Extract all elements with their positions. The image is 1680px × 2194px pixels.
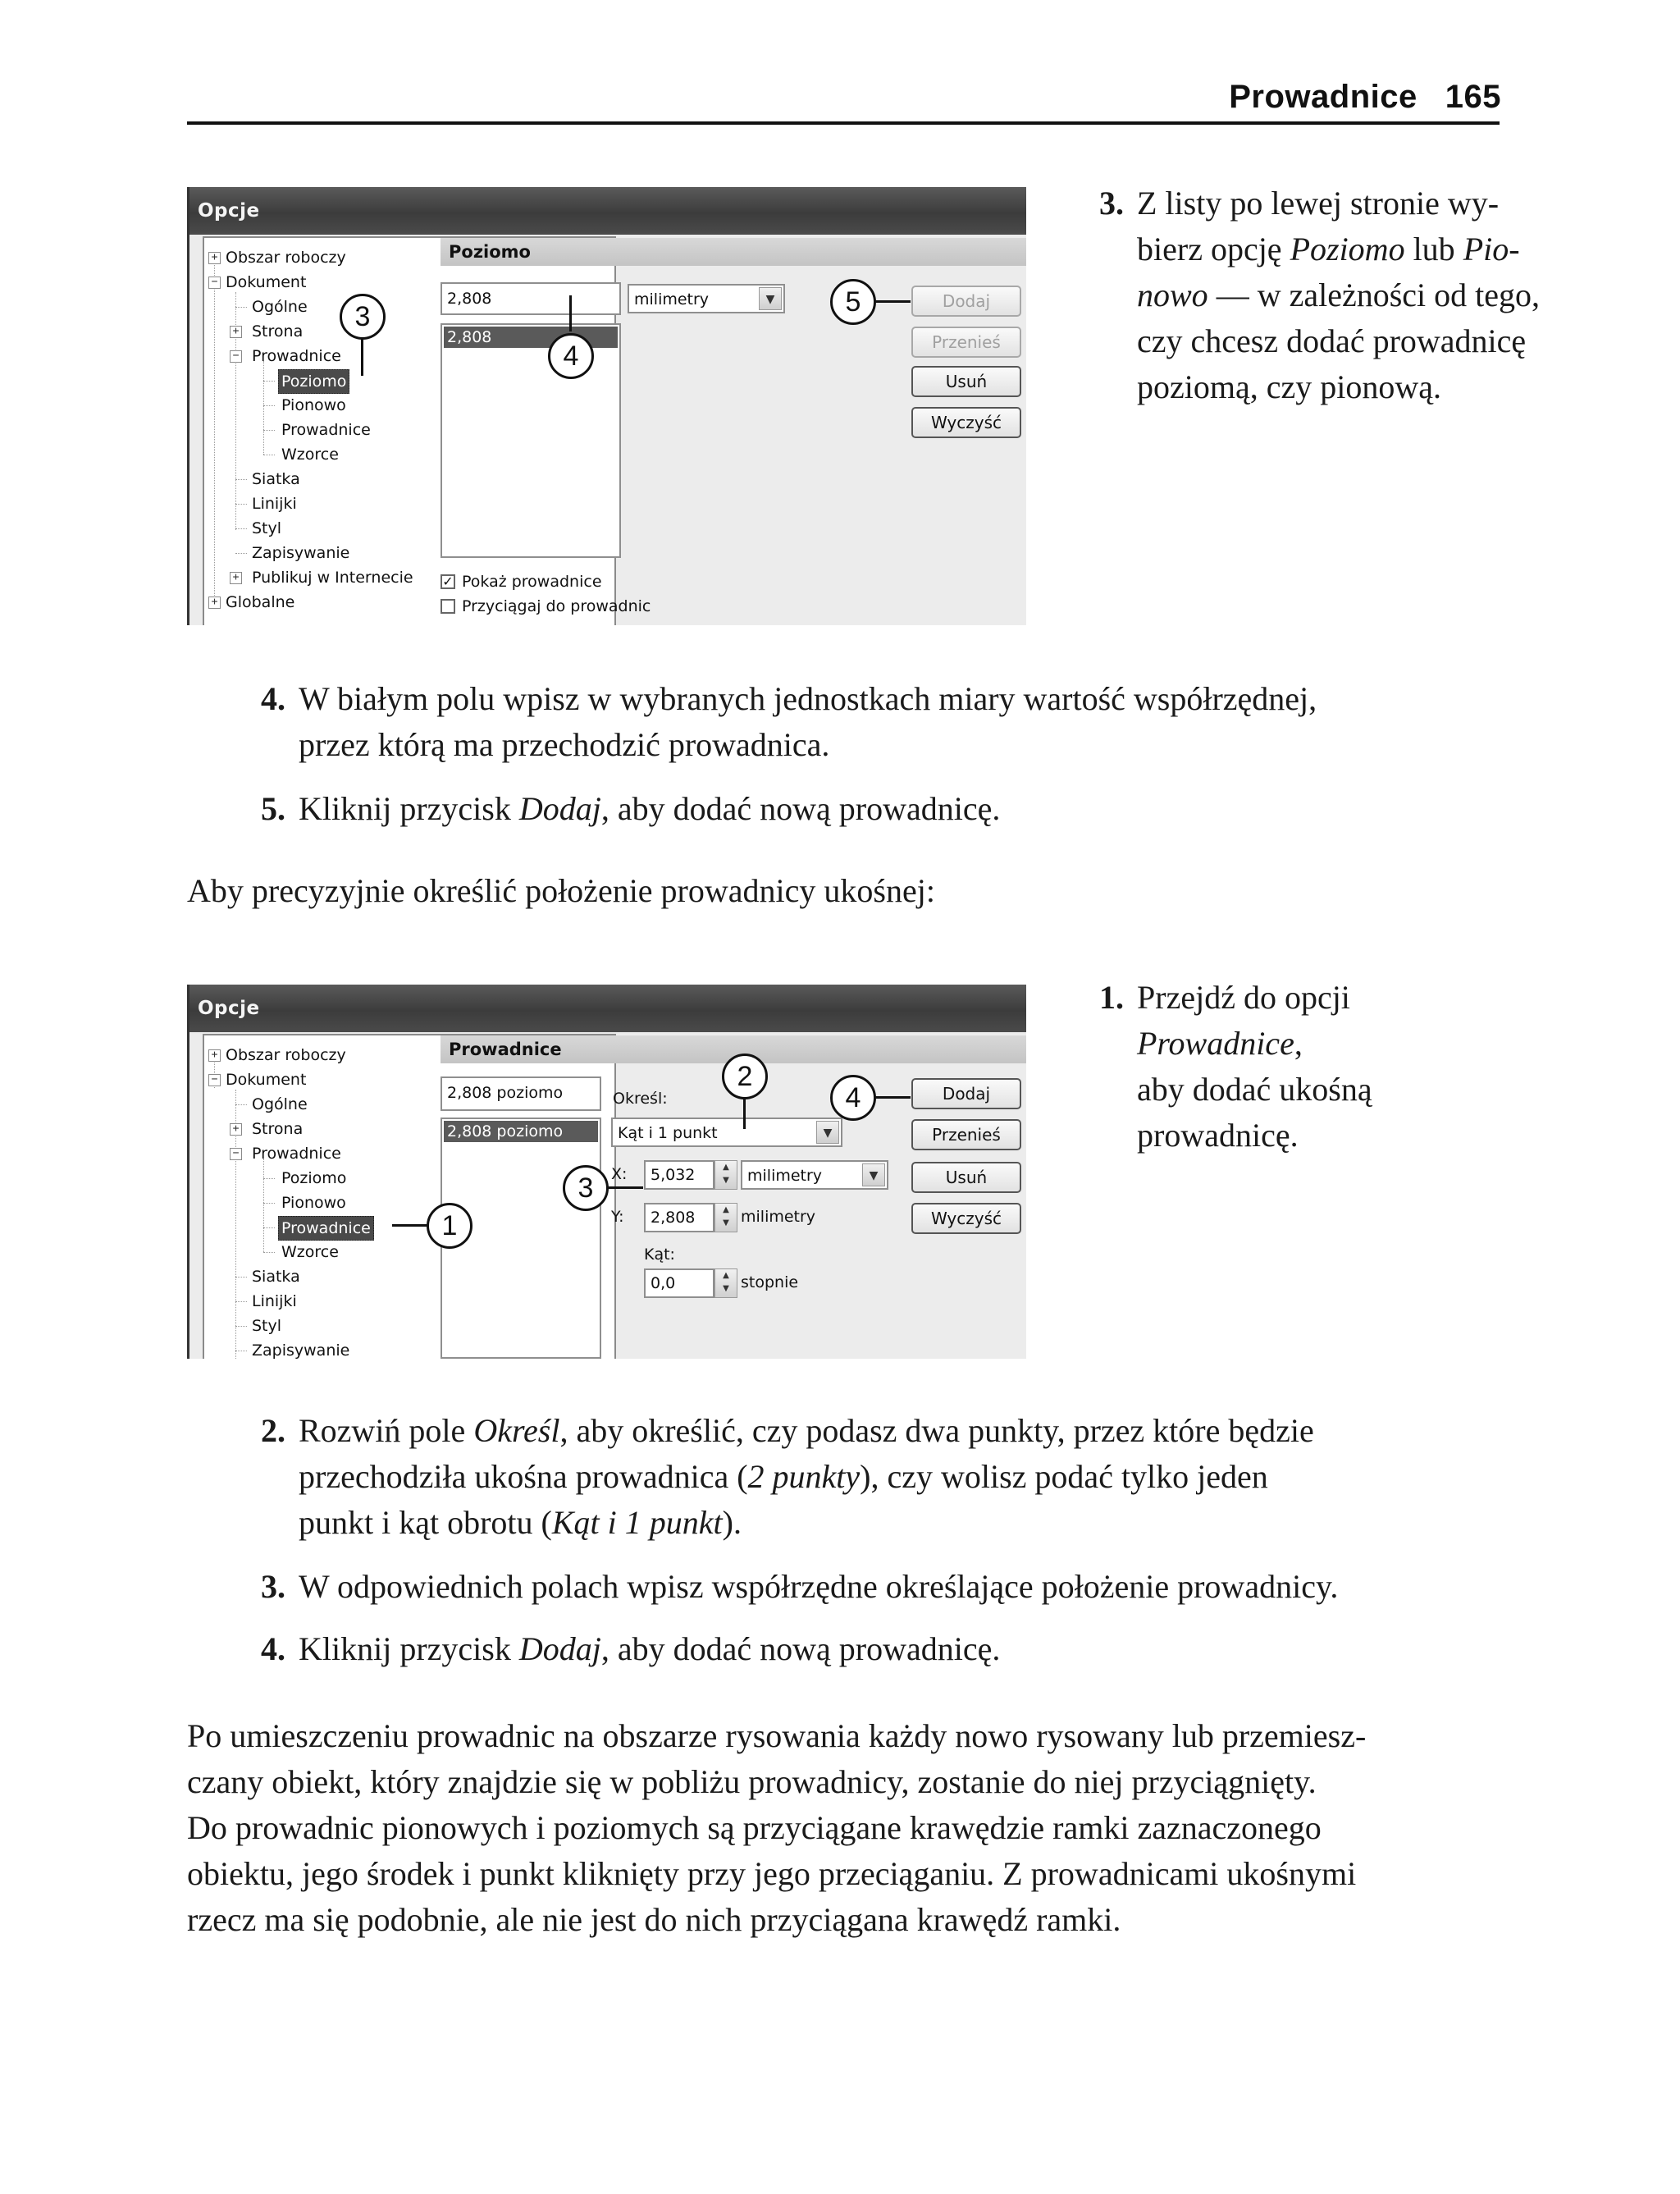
tree-item-linijki[interactable]: Linijki — [252, 1292, 297, 1310]
tree-item-dokument[interactable]: Dokument — [226, 273, 307, 291]
list-item[interactable]: 2,808 poziomo — [444, 1121, 598, 1142]
tree-item-obszar[interactable]: Obszar roboczy — [226, 249, 346, 267]
callout-4-leader — [874, 1096, 911, 1099]
tree-item-prowadnice[interactable]: Prowadnice — [252, 347, 341, 365]
emphasis: Kąt i 1 punkt — [551, 1504, 723, 1541]
text-line: Rozwiń pole — [299, 1412, 466, 1449]
text-line: ). — [722, 1504, 742, 1541]
move-button[interactable]: Przenieś — [911, 1119, 1021, 1150]
text-line: obiektu, jego środek i punkt kliknięty przy jego przeciąganiu. Z prowadnicami ukośnymi — [187, 1855, 1357, 1892]
okresl-label: Określ: — [613, 1090, 668, 1108]
text-line: rzecz ma się podobnie, ale nie jest do nich przyciągana krawędź ramki. — [187, 1901, 1121, 1938]
okresl-select[interactable] — [611, 1118, 842, 1147]
text-line: poziomą, czy pionową. — [1137, 368, 1441, 405]
add-button[interactable]: Dodaj — [911, 1078, 1021, 1109]
chevron-down-icon: ▼ — [759, 287, 782, 310]
step-4-enter-value — [261, 676, 1541, 768]
step-5-click-add — [261, 786, 1541, 832]
text-line: przechodziła ukośna prowadnica ( — [299, 1458, 748, 1495]
callout-2-leader — [743, 1098, 746, 1129]
clear-button[interactable]: Wyczyść — [911, 407, 1021, 438]
tree-item-prowadnice[interactable]: Prowadnice — [252, 1145, 341, 1163]
emphasis: Dodaj — [518, 790, 601, 827]
callout-3-leader — [361, 338, 363, 376]
expand-icon[interactable]: + — [230, 326, 242, 338]
kat-label: Kąt: — [644, 1246, 675, 1264]
list-item[interactable]: 2,808 — [444, 327, 618, 348]
options-dialog-guides — [187, 985, 1026, 1359]
expand-icon[interactable]: + — [230, 1123, 242, 1136]
tree-item-siatka[interactable]: Siatka — [252, 1268, 300, 1286]
dialog-title: Opcje — [189, 985, 1026, 1032]
tree-item-wzorce[interactable]: Wzorce — [281, 1243, 339, 1261]
text-line: Przejdź do opcji — [1137, 979, 1350, 1016]
emphasis: Prowadnice — [1137, 1025, 1294, 1062]
text-line: Kliknij przycisk — [299, 1630, 511, 1667]
tree-item-globalne[interactable]: Globalne — [226, 593, 295, 611]
header-rule — [187, 121, 1500, 125]
tree-item-strona[interactable]: Strona — [252, 322, 304, 341]
text-line: Z listy po lewej stronie wy- — [1137, 185, 1500, 222]
tree-item-siatka[interactable]: Siatka — [252, 470, 300, 488]
add-button[interactable]: Dodaj — [911, 286, 1021, 317]
collapse-icon[interactable]: − — [208, 1074, 221, 1086]
step-number: 5. — [261, 790, 285, 827]
text-line: , — [1294, 1025, 1303, 1062]
section-title: Prowadnice — [1229, 79, 1418, 115]
chevron-down-icon: ▼ — [862, 1163, 885, 1186]
tree-item-styl[interactable]: Styl — [252, 1317, 282, 1335]
text-line: Kliknij przycisk — [299, 790, 511, 827]
emphasis: Pio- — [1463, 231, 1520, 267]
text-line: przez którą ma przechodzić prowadnica. — [299, 726, 830, 763]
text-line: aby dodać ukośną — [1137, 1071, 1372, 1108]
x-input[interactable]: 5,032 — [644, 1160, 714, 1190]
tree-item-poziomo[interactable]: Poziomo — [278, 369, 349, 394]
callout-3-leader — [607, 1186, 643, 1189]
clear-button[interactable]: Wyczyść — [911, 1203, 1021, 1234]
callout-4: 4 — [830, 1075, 876, 1121]
kat-units-label: stopnie — [741, 1273, 799, 1291]
callout-1: 1 — [427, 1203, 472, 1249]
text-line: lub — [1413, 231, 1455, 267]
step-1-go-to-guides — [1099, 975, 1624, 1159]
callout-3: 3 — [563, 1165, 609, 1211]
y-stepper[interactable]: ▲ ▼ — [714, 1203, 737, 1232]
step-number: 3. — [261, 1568, 285, 1605]
text-line: bierz opcję — [1137, 231, 1282, 267]
step-3-enter-coordinates — [261, 1564, 1557, 1610]
tree-item-ogolne[interactable]: Ogólne — [252, 1095, 308, 1113]
text-line: Do prowadnic pionowych i poziomych są przyciągane krawędzie ramki zaznaczonego — [187, 1809, 1322, 1846]
tree-item-styl[interactable]: Styl — [252, 519, 282, 537]
y-units-label: milimetry — [741, 1208, 816, 1226]
text-line: , aby określić, czy podasz dwa punkty, przez które będzie — [559, 1412, 1314, 1449]
okresl-select-value: Kąt i 1 punkt — [618, 1124, 718, 1142]
text-line: W odpowiednich polach wpisz współrzędne określające położenie prowadnicy. — [299, 1568, 1339, 1605]
step-2-expand-okresl — [261, 1408, 1557, 1546]
units-select-value: milimetry — [634, 290, 710, 309]
text-line: , aby dodać nową prowadnicę. — [600, 1630, 1001, 1667]
chevron-down-icon: ▼ — [816, 1121, 839, 1144]
tree-item-obszar[interactable]: Obszar roboczy — [226, 1046, 346, 1064]
expand-icon[interactable]: + — [230, 572, 242, 584]
emphasis: 2 punkty — [747, 1458, 861, 1495]
emphasis: Poziomo — [1290, 231, 1405, 267]
expand-icon[interactable]: + — [208, 596, 221, 609]
text-line: czy chcesz dodać prowadnicę — [1137, 322, 1527, 359]
collapse-icon[interactable]: − — [230, 1148, 242, 1160]
x-label: X: — [611, 1165, 628, 1183]
collapse-icon[interactable]: − — [208, 277, 221, 289]
guide-value-input[interactable]: 2,808 — [441, 282, 621, 315]
move-button[interactable]: Przenieś — [911, 327, 1021, 358]
text-line: , aby dodać nową prowadnicę. — [600, 790, 1001, 827]
text-line: W białym polu wpisz w wybranych jednostkach miary wartość współrzędnej, — [299, 680, 1317, 717]
text-line: prowadnicę. — [1137, 1117, 1299, 1154]
closing-paragraph — [187, 1713, 1516, 1943]
emphasis: Określ — [473, 1412, 560, 1449]
tree-item-publikuj[interactable]: Publikuj w Internecie — [252, 569, 413, 587]
delete-button[interactable]: Usuń — [911, 1162, 1021, 1193]
y-label: Y: — [611, 1208, 624, 1226]
panel-title: Poziomo — [441, 238, 1026, 266]
tree-item-poziomo[interactable]: Poziomo — [281, 1169, 347, 1187]
expand-icon[interactable]: + — [208, 1049, 221, 1062]
running-header — [1148, 79, 1501, 116]
guide-value-input[interactable]: 2,808 poziomo — [441, 1076, 601, 1111]
step-number: 3. — [1099, 185, 1124, 222]
tree-item-zapisywanie[interactable]: Zapisywanie — [252, 544, 350, 562]
collapse-icon[interactable]: − — [230, 350, 242, 363]
callout-1-leader — [392, 1224, 428, 1227]
emphasis: nowo — [1137, 277, 1208, 313]
panel-title: Prowadnice — [441, 1035, 1026, 1063]
guides-list[interactable] — [441, 323, 621, 558]
tree-item-prowadnice-sub[interactable]: Prowadnice — [278, 1216, 374, 1241]
step-3-choose-option — [1099, 181, 1624, 410]
y-input[interactable]: 2,808 — [644, 1203, 714, 1232]
page-number: 165 — [1445, 79, 1501, 115]
dialog-title: Opcje — [189, 187, 1026, 235]
callout-4: 4 — [548, 333, 594, 379]
x-units-value: milimetry — [747, 1167, 823, 1185]
callout-3: 3 — [340, 294, 386, 340]
tree-item-pionowo[interactable]: Pionowo — [281, 1194, 346, 1212]
step-4-click-add — [261, 1626, 1557, 1672]
tree-item-zapisywanie[interactable]: Zapisywanie — [252, 1342, 350, 1359]
callout-5-leader — [874, 300, 911, 303]
text-line: ), czy wolisz podać tylko jeden — [860, 1458, 1268, 1495]
show-guides-label: Pokaż prowadnice — [462, 573, 602, 591]
tree-item-linijki[interactable]: Linijki — [252, 495, 297, 513]
tree-item-dokument[interactable]: Dokument — [226, 1071, 307, 1089]
tree-item-wzorce[interactable]: Wzorce — [281, 446, 339, 464]
step-number: 2. — [261, 1412, 285, 1449]
tree-item-ogolne[interactable]: Ogólne — [252, 298, 308, 316]
expand-icon[interactable]: + — [208, 252, 221, 264]
step-number: 4. — [261, 1630, 285, 1667]
emphasis: Dodaj — [518, 1630, 601, 1667]
text-line: czany obiekt, który znajdzie się w pobliżu prowadnicy, zostanie do niej przyciągnięty. — [187, 1763, 1317, 1800]
tree-item-prowadnice-sub[interactable]: Prowadnice — [281, 421, 371, 439]
step-number: 4. — [261, 680, 285, 717]
text-line: — w zależności od tego, — [1216, 277, 1541, 313]
step-number: 1. — [1099, 979, 1124, 1016]
snap-guides-label: Przyciągaj do prowadnic — [462, 597, 651, 615]
options-dialog-horizontal — [187, 187, 1026, 625]
kat-input[interactable]: 0,0 — [644, 1268, 714, 1298]
callout-4-leader — [569, 295, 572, 331]
snap-guides-checkbox[interactable] — [441, 599, 455, 614]
callout-5: 5 — [830, 279, 876, 325]
x-stepper[interactable]: ▲ ▼ — [714, 1160, 737, 1190]
tree-item-pionowo[interactable]: Pionowo — [281, 396, 346, 414]
text-line: Po umieszczeniu prowadnic na obszarze rysowania każdy nowo rysowany lub przemiesz- — [187, 1717, 1367, 1754]
x-units-select[interactable] — [741, 1160, 888, 1190]
intro-diagonal: Aby precyzyjnie określić położenie prowadnicy ukośnej: — [187, 872, 935, 909]
show-guides-checkbox[interactable]: ✓ — [441, 574, 455, 589]
kat-stepper[interactable]: ▲ ▼ — [714, 1268, 737, 1298]
callout-2: 2 — [722, 1054, 768, 1099]
units-select[interactable] — [628, 284, 785, 313]
delete-button[interactable]: Usuń — [911, 366, 1021, 397]
text-line: punkt i kąt obrotu ( — [299, 1504, 552, 1541]
tree-item-strona[interactable]: Strona — [252, 1120, 304, 1138]
